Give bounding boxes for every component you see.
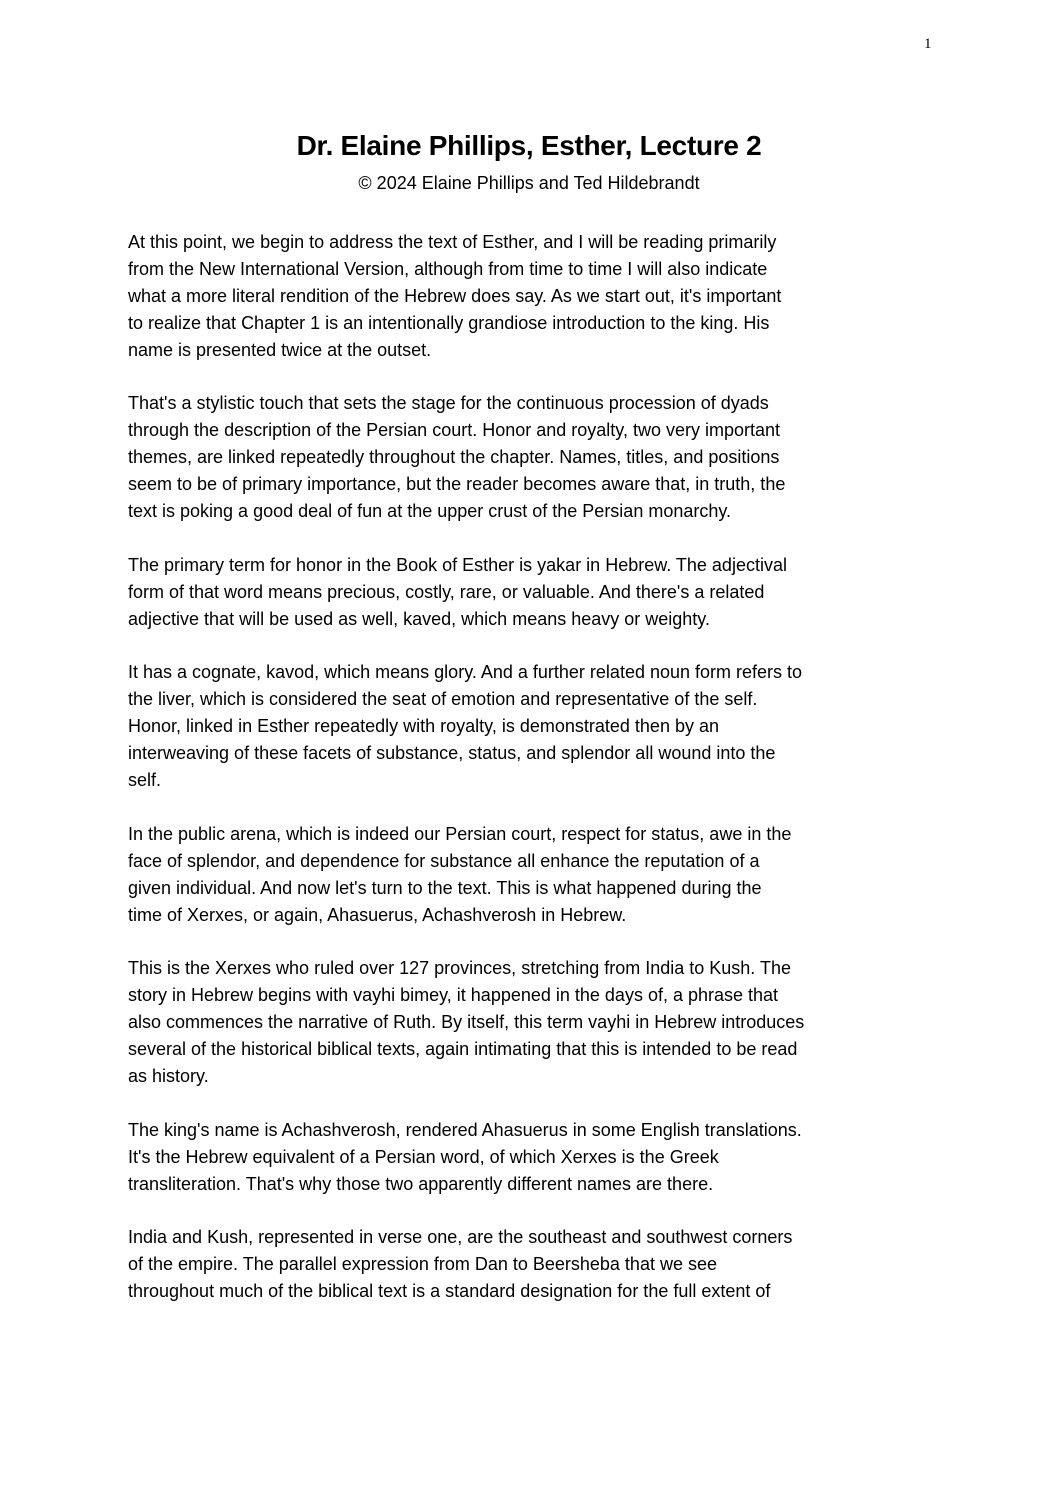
text-line: That's a stylistic touch that sets the stage for the continuous procession of dyads: [128, 393, 769, 414]
document-body: [128, 229, 928, 1332]
text-line: This is the Xerxes who ruled over 127 provinces, stretching from India to Kush. The: [128, 958, 791, 979]
paragraph: [128, 552, 928, 633]
text-line: several of the historical biblical texts, again intimating that this is intended to be read: [128, 1039, 798, 1060]
page-number: 1: [924, 36, 932, 52]
document-title: Dr. Elaine Phillips, Esther, Lecture 2: [296, 130, 762, 161]
copyright-line: © 2024 Elaine Phillips and Ted Hildebrandt: [358, 173, 700, 193]
paragraph: [128, 390, 928, 525]
text-line: At this point, we begin to address the text of Esther, and I will be reading primarily: [128, 232, 777, 252]
text-line: interweaving of these facets of substance, status, and splendor all wound into the: [128, 743, 776, 764]
text-line: time of Xerxes, or again, Ahasuerus, Achashverosh in Hebrew.: [128, 904, 627, 925]
text-line: name is presented twice at the outset.: [128, 339, 432, 360]
paragraph: [128, 1117, 928, 1198]
text-line: transliteration. That's why those two apparently different names are there.: [128, 1173, 714, 1194]
paragraph: [128, 659, 928, 794]
text-line: text is poking a good deal of fun at the upper crust of the Persian monarchy.: [128, 501, 732, 522]
text-line: The primary term for honor in the Book of Esther is yakar in Hebrew. The adjectival: [128, 554, 787, 575]
text-line: the liver, which is considered the seat of emotion and representative of the self.: [128, 689, 758, 710]
text-line: India and Kush, represented in verse one, are the southeast and southwest corners: [128, 1227, 793, 1248]
text-line: seem to be of primary importance, but the reader becomes aware that, in truth, the: [128, 474, 786, 495]
text-line: also commences the narrative of Ruth. By itself, this term vayhi in Hebrew introduces: [128, 1012, 805, 1033]
paragraph: [128, 821, 928, 929]
text-line: In the public arena, which is indeed our Persian court, respect for status, awe in the: [128, 823, 792, 844]
text-line: It has a cognate, kavod, which means glory. And a further related noun form refers to: [128, 662, 803, 683]
paragraph: [128, 955, 928, 1090]
text-line: throughout much of the biblical text is a standard designation for the full extent of: [128, 1281, 771, 1302]
text-line: face of splendor, and dependence for substance all enhance the reputation of a: [128, 850, 760, 871]
text-line: The king's name is Achashverosh, rendered Ahasuerus in some English translations.: [128, 1119, 802, 1140]
paragraph: [128, 1224, 928, 1305]
text-line: through the description of the Persian court. Honor and royalty, two very important: [128, 420, 780, 441]
text-line: self.: [128, 770, 162, 791]
text-line: from the New International Version, although from time to time I will also indicate: [128, 258, 768, 279]
text-line: Honor, linked in Esther repeatedly with royalty, is demonstrated then by an: [128, 716, 719, 737]
text-line: story in Hebrew begins with vayhi bimey, it happened in the days of, a phrase that: [128, 985, 779, 1006]
text-line: It's the Hebrew equivalent of a Persian word, of which Xerxes is the Greek: [128, 1146, 719, 1167]
text-line: of the empire. The parallel expression from Dan to Beersheba that we see: [128, 1254, 717, 1275]
paragraph: [128, 229, 928, 364]
text-line: to realize that Chapter 1 is an intentionally grandiose introduction to the king. His: [128, 312, 770, 333]
text-line: given individual. And now let's turn to the text. This is what happened during the: [128, 877, 762, 898]
text-line: as history.: [128, 1066, 209, 1087]
text-line: adjective that will be used as well, kaved, which means heavy or weighty.: [128, 608, 710, 629]
text-line: themes, are linked repeatedly throughout the chapter. Names, titles, and positions: [128, 447, 780, 468]
text-line: form of that word means precious, costly, rare, or valuable. And there's a related: [128, 581, 765, 602]
text-line: what a more literal rendition of the Hebrew does say. As we start out, it's important: [128, 285, 782, 306]
